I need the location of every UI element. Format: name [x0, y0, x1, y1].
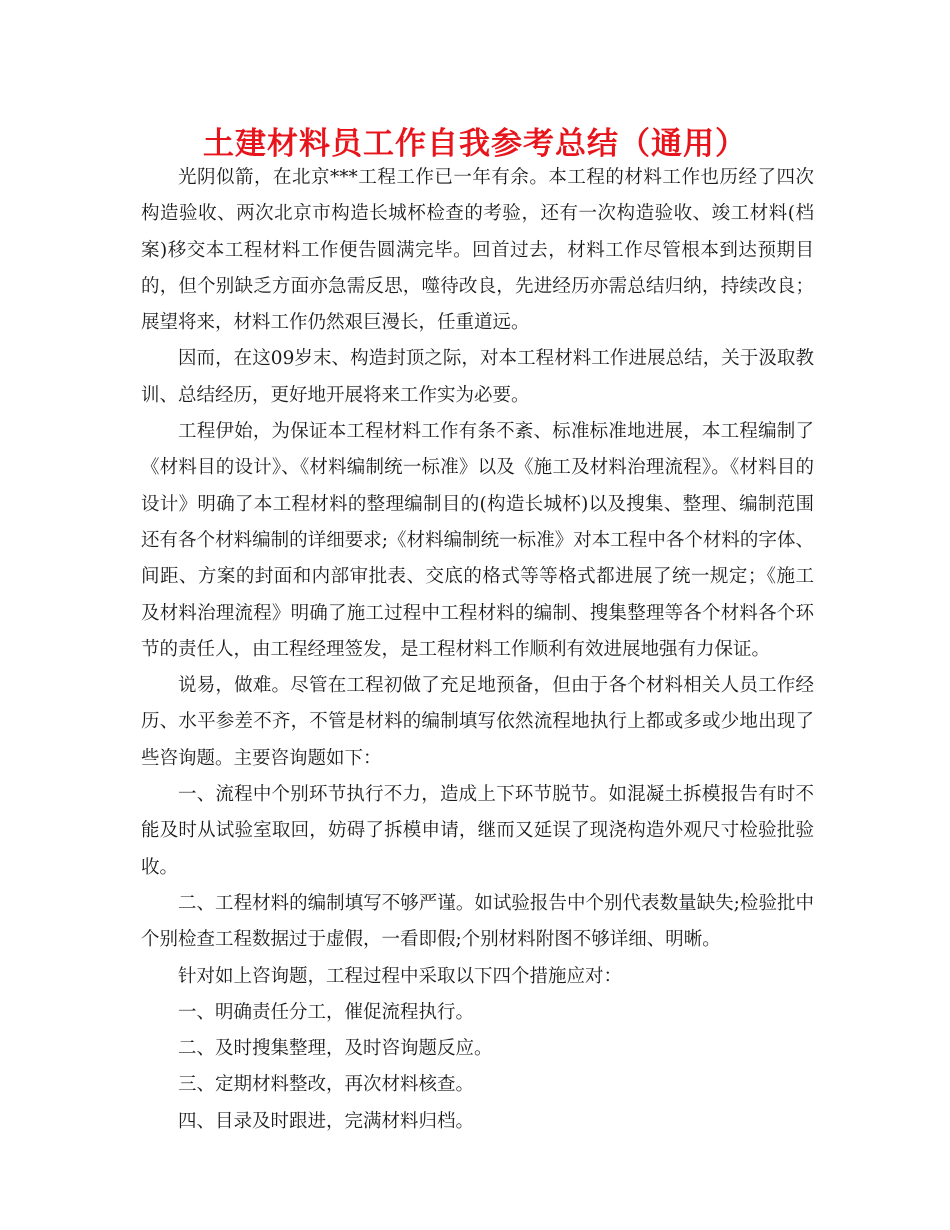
- paragraph: 因而，在这09岁末、构造封顶之际，对本工程材料工作进展总结，关于汲取教训、总结经历，更好地开展将来工作实为必要。: [141, 348, 814, 406]
- document-body: [141, 160, 814, 1140]
- paragraph: 说易，做难。尽管在工程初做了充足地预备，但由于各个材料相关人员工作经历、水平参差不齐，不管是材料的编制填写依然流程地执行上都或多或少地出现了些咨询题。主要咨询题如下：: [141, 675, 814, 769]
- measure-item: 二、及时搜集整理，及时咨询题反应。: [178, 1038, 493, 1060]
- paragraph: 一、流程中个别环节执行不力，造成上下环节脱节。如混凝土拆模报告有时不能及时从试验室取回，妨碍了拆模申请，继而又延误了现浇构造外观尺寸检验批验收。: [141, 784, 814, 878]
- paragraph: 工程伊始，为保证本工程材料工作有条不紊、标准标准地进展，本工程编制了《材料目的设计》、《材料编制统一标准》以及《施工及材料治理流程》。《材料目的设计》明确了本工程材料的整理编制目的(构造长城杯)以及搜集、整理、编制范围还有各个材料编制的详细要求;《材料编制统一标准》对本工程中各个材料的字体、间距、方案的封面和内部审批表、交底的格式等等格式都进展了统一规定；《施工及材料治理流程》明确了施工过程中工程材料的编制、搜集整理等各个材料各个环节的责任人，由工程经理签发，是工程材料工作顺利有效进展地强有力保证。: [141, 421, 814, 660]
- paragraph: 针对如上咨询题，工程过程中采取以下四个措施应对：: [178, 965, 623, 987]
- paragraph: 光阴似箭，在北京***工程工作已一年有余。本工程的材料工作也历经了四次构造验收、两次北京市构造长城杯检查的考验，还有一次构造验收、竣工材料(档案)移交本工程材料工作便告圆满完毕。回首过去，材料工作尽管根本到达预期目的，但个别缺乏方面亦急需反思，噬待改良，先进经历亦需总结归纳，持续改良；展望将来，材料工作仍然艰巨漫长，任重道远。: [141, 167, 814, 334]
- measure-item: 三、定期材料整改，再次材料核查。: [178, 1074, 475, 1096]
- document-title: 土建材料员工作自我参考总结（通用）: [203, 126, 747, 162]
- measure-item: 一、明确责任分工，催促流程执行。: [178, 1001, 475, 1023]
- paragraph: 二、工程材料的编制填写不够严谨。如试验报告中个别代表数量缺失;检验批中个别检查工程数据过于虚假，一看即假;个别材料附图不够详细、明晰。: [141, 892, 814, 951]
- measure-item: 四、目录及时跟进，完满材料归档。: [178, 1110, 475, 1132]
